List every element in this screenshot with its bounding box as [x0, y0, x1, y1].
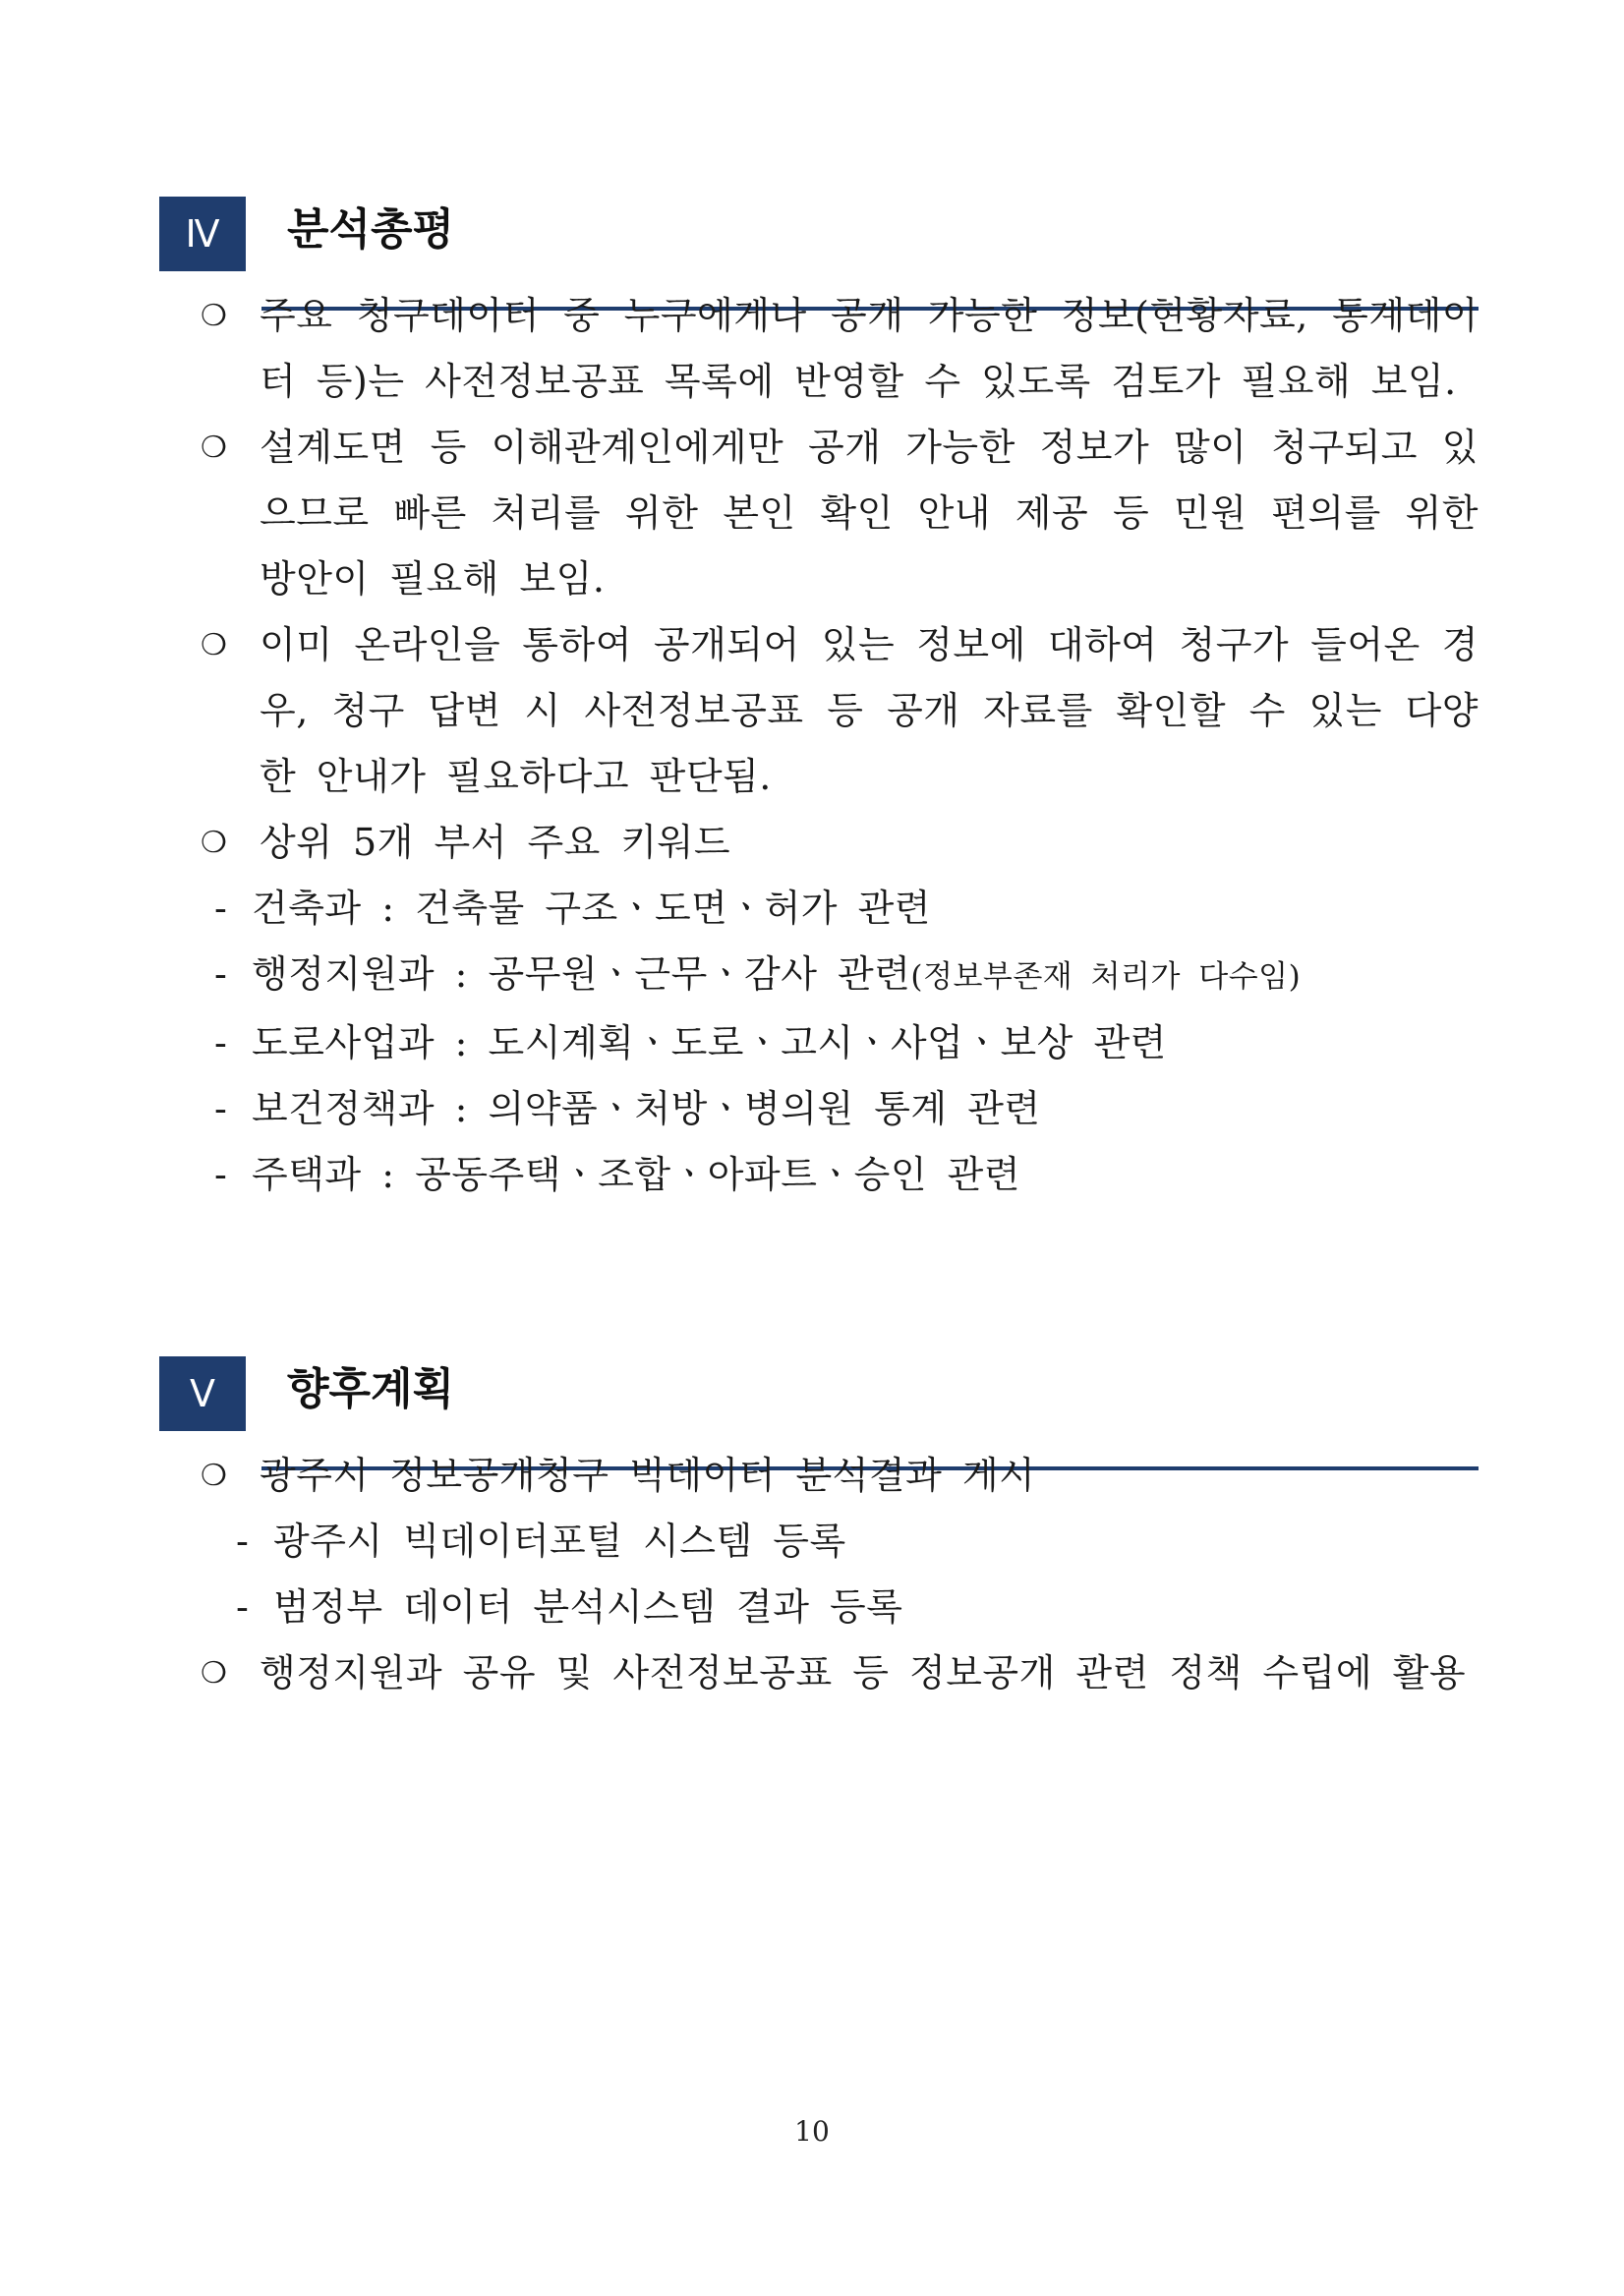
bullet-text: 주요 청구데이터 중 누구에게나 공개 가능한 정보(현황자료, 통계데이터 등)는 사전정보공표 목록에 반영할 수 있도록 검토가 필요해 보임.: [260, 294, 1479, 403]
bullet-text: 이미 온라인을 통하여 공개되어 있는 정보에 대하여 청구가 들어온 경우, 청구 답변 시 사전정보공표 등 공개 자료를 확인할 수 있는 다양한 안내가 필요하다고 판단됨.: [260, 623, 1479, 798]
circle-bullet-icon: ❍: [201, 430, 228, 465]
dept-keywords: 공무원ㆍ근무ㆍ감사 관련: [488, 952, 911, 996]
circle-bullet-icon: ❍: [201, 1459, 228, 1493]
colon-separator: :: [454, 1087, 468, 1130]
colon-separator: :: [381, 887, 395, 930]
circle-bullet-icon: ❍: [201, 1656, 228, 1691]
colon-separator: :: [381, 1153, 395, 1196]
bullet-item: [159, 1640, 1479, 1706]
dept-name: 행정지원과: [252, 952, 435, 996]
bullet-text: 광주시 정보공개청구 빅데이터 분석결과 게시: [260, 1454, 1036, 1497]
plan-sub-text: 광주시 빅데이터포털 시스템 등록: [273, 1520, 846, 1563]
plan-sub-text: 범정부 데이터 분석시스템 결과 등록: [273, 1585, 903, 1629]
dash-marker: -: [214, 1153, 228, 1196]
bullet-item: [159, 1443, 1479, 1509]
bullet-text: 설계도면 등 이해관계인에게만 공개 가능한 정보가 많이 청구되고 있으므로 빠른 처리를 위한 본인 확인 안내 제공 등 민원 편의를 위한 방안이 필요해 보임.: [260, 426, 1479, 601]
plan-sub-item: [159, 1509, 1479, 1575]
dept-keywords: 의약품ㆍ처방ㆍ병의원 통계 관련: [488, 1087, 1041, 1130]
section-5-number: Ⅴ: [159, 1356, 246, 1431]
dash-marker: -: [214, 887, 228, 930]
bullet-item: [159, 283, 1479, 415]
bullet-item: [159, 810, 1479, 876]
section-5-body: [159, 1443, 1479, 1706]
page-number: 10: [794, 2115, 830, 2148]
colon-separator: :: [454, 952, 468, 996]
plan-sub-item: [159, 1575, 1479, 1640]
dept-name: 주택과: [252, 1153, 362, 1196]
dash-marker: -: [214, 1021, 228, 1064]
section-4: [159, 197, 1479, 1278]
section-5-title: 향후계획: [287, 1364, 455, 1414]
dept-keyword-item: [159, 942, 1479, 1010]
bullet-text: 상위 5개 부서 주요 키워드: [260, 821, 731, 864]
dash-marker: -: [214, 952, 228, 996]
section-4-title: 분석총평: [287, 204, 455, 255]
dept-name: 건축과: [252, 887, 362, 930]
dash-marker: -: [214, 1087, 228, 1130]
circle-bullet-icon: ❍: [201, 826, 228, 860]
dept-note: (정보부존재 처리가 다수임): [910, 959, 1302, 995]
dept-keywords: 건축물 구조ㆍ도면ㆍ허가 관련: [415, 887, 931, 930]
section-4-body: [159, 283, 1479, 1208]
circle-bullet-icon: ❍: [201, 628, 228, 662]
dept-keyword-item: [159, 1010, 1479, 1076]
dash-marker: -: [236, 1520, 250, 1563]
bullet-item: [159, 612, 1479, 810]
dash-marker: -: [236, 1585, 250, 1629]
bullet-text: 행정지원과 공유 및 사전정보공표 등 정보공개 관련 정책 수립에 활용: [260, 1651, 1467, 1694]
dept-keywords: 도시계획ㆍ도로ㆍ고시ㆍ사업ㆍ보상 관련: [488, 1021, 1167, 1064]
section-4-header: [159, 197, 1479, 275]
dept-keyword-item: [159, 1142, 1479, 1208]
dept-keywords: 공동주택ㆍ조합ㆍ아파트ㆍ승인 관련: [415, 1153, 1021, 1196]
dept-keyword-item: [159, 876, 1479, 942]
section-5-header: [159, 1356, 1479, 1435]
dept-name: 보건정책과: [252, 1087, 435, 1130]
section-5: [159, 1356, 1479, 1789]
colon-separator: :: [454, 1021, 468, 1064]
section-4-number: Ⅳ: [159, 197, 246, 271]
bullet-item: [159, 415, 1479, 612]
dept-keyword-item: [159, 1076, 1479, 1142]
dept-name: 도로사업과: [252, 1021, 435, 1064]
circle-bullet-icon: ❍: [201, 299, 228, 333]
